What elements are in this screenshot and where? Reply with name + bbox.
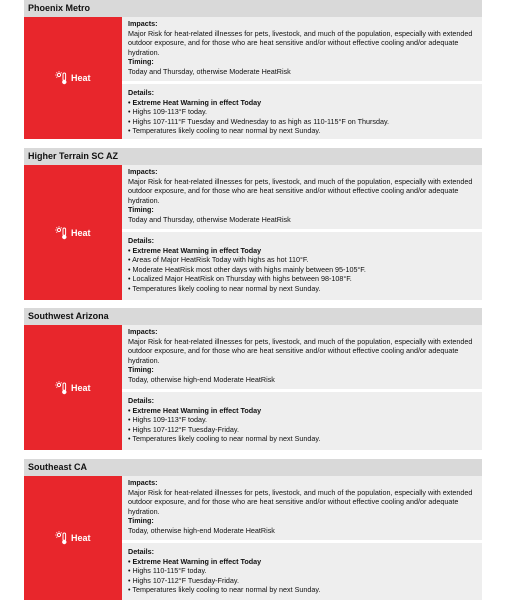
impacts-text: Major Risk for heat-related illnesses for pets, livestock, and much of the population, especially with extended outdoor exposure, and for those who are heat sensitive and/or without effective cooling and/or adequate hydration. <box>128 28 473 57</box>
thermometer-sun-icon <box>55 226 69 240</box>
detail-item: • Highs 109-113°F today. <box>128 415 476 425</box>
impacts-block <box>122 17 482 81</box>
impacts-text: Major Risk for heat-related illnesses for pets, livestock, and much of the population, especially with extended outdoor exposure, and for those who are heat sensitive and/or without effective cooling and/or adequate hydration. <box>128 336 473 365</box>
detail-item: • Extreme Heat Warning in effect Today <box>128 98 476 108</box>
timing-label: Timing: <box>128 365 154 375</box>
impacts-label: Impacts: <box>128 19 158 28</box>
timing-text: Today and Thursday, otherwise Moderate HeatRisk <box>128 66 291 76</box>
thermometer-sun-icon <box>55 381 69 395</box>
details-block <box>122 543 482 600</box>
details-label: Details: <box>128 236 154 245</box>
impacts-text: Major Risk for heat-related illnesses for pets, livestock, and much of the population, especially with extended outdoor exposure, and for those who are heat sensitive and/or without effective cooling and/or adequate hydration. <box>128 176 473 205</box>
region-title: Southeast CA <box>24 459 482 476</box>
impacts-block <box>122 476 482 540</box>
details-block <box>122 84 482 139</box>
detail-item: • Temperatures likely cooling to near normal by next Sunday. <box>128 434 476 444</box>
detail-item: • Moderate HeatRisk most other days with highs mainly between 95-105°F. <box>128 265 476 275</box>
details-label: Details: <box>128 547 154 556</box>
region-title: Phoenix Metro <box>24 0 482 17</box>
details-block <box>122 392 482 450</box>
detail-item: • Temperatures likely cooling to near normal by next Sunday. <box>128 284 476 294</box>
detail-item: • Highs 107-112°F Tuesday-Friday. <box>128 425 476 435</box>
heat-risk-tile <box>24 476 122 600</box>
region-phoenix-metro <box>24 0 482 136</box>
heat-label: Heat <box>71 533 91 543</box>
region-higher-terrain-sc-az <box>24 148 482 293</box>
timing-text: Today, otherwise high-end Moderate HeatRisk <box>128 374 275 384</box>
heat-risk-tile <box>24 325 122 450</box>
impacts-text: Major Risk for heat-related illnesses for pets, livestock, and much of the population, especially with extended outdoor exposure, and for those who are heat sensitive and/or without effective cooling and/or adequate hydration. <box>128 487 473 516</box>
detail-item: • Areas of Major HeatRisk Today with highs as hot 110°F. <box>128 255 476 265</box>
details-label: Details: <box>128 88 154 97</box>
thermometer-sun-icon <box>55 71 69 85</box>
detail-item: • Temperatures likely cooling to near normal by next Sunday. <box>128 126 476 136</box>
detail-item: • Highs 109-113°F today. <box>128 107 476 117</box>
heat-label: Heat <box>71 382 91 393</box>
timing-text: Today and Thursday, otherwise Moderate HeatRisk <box>128 214 291 224</box>
timing-label: Timing: <box>128 57 154 67</box>
details-block <box>122 232 482 300</box>
region-title: Higher Terrain SC AZ <box>24 148 482 165</box>
heat-label: Heat <box>71 227 91 238</box>
heat-label: Heat <box>71 73 91 83</box>
region-southwest-arizona <box>24 308 482 444</box>
impacts-block <box>122 165 482 229</box>
impacts-label: Impacts: <box>128 478 158 487</box>
detail-item: • Extreme Heat Warning in effect Today <box>128 406 476 416</box>
impacts-label: Impacts: <box>128 167 158 176</box>
timing-label: Timing: <box>128 516 154 526</box>
detail-item: • Localized Major HeatRisk on Thursday with highs between 98-108°F. <box>128 274 476 284</box>
thermometer-sun-icon <box>55 531 69 545</box>
detail-item: • Highs 107-111°F Tuesday and Wednesday to as high as 110-115°F on Thursday. <box>128 117 476 127</box>
details-label: Details: <box>128 396 154 405</box>
timing-label: Timing: <box>128 205 154 215</box>
timing-text: Today, otherwise high-end Moderate HeatRisk <box>128 525 275 535</box>
region-title: Southwest Arizona <box>24 308 482 325</box>
impacts-label: Impacts: <box>128 327 158 336</box>
detail-item: • Highs 107-112°F Tuesday-Friday. <box>128 576 476 586</box>
impacts-block <box>122 325 482 389</box>
detail-item: • Extreme Heat Warning in effect Today <box>128 246 476 256</box>
region-southeast-ca <box>24 459 482 595</box>
detail-item: • Extreme Heat Warning in effect Today <box>128 557 476 567</box>
heat-risk-tile <box>24 165 122 300</box>
detail-item: • Temperatures likely cooling to near normal by next Sunday. <box>128 585 476 595</box>
heat-risk-tile <box>24 17 122 139</box>
detail-item: • Highs 110-115°F today. <box>128 566 476 576</box>
